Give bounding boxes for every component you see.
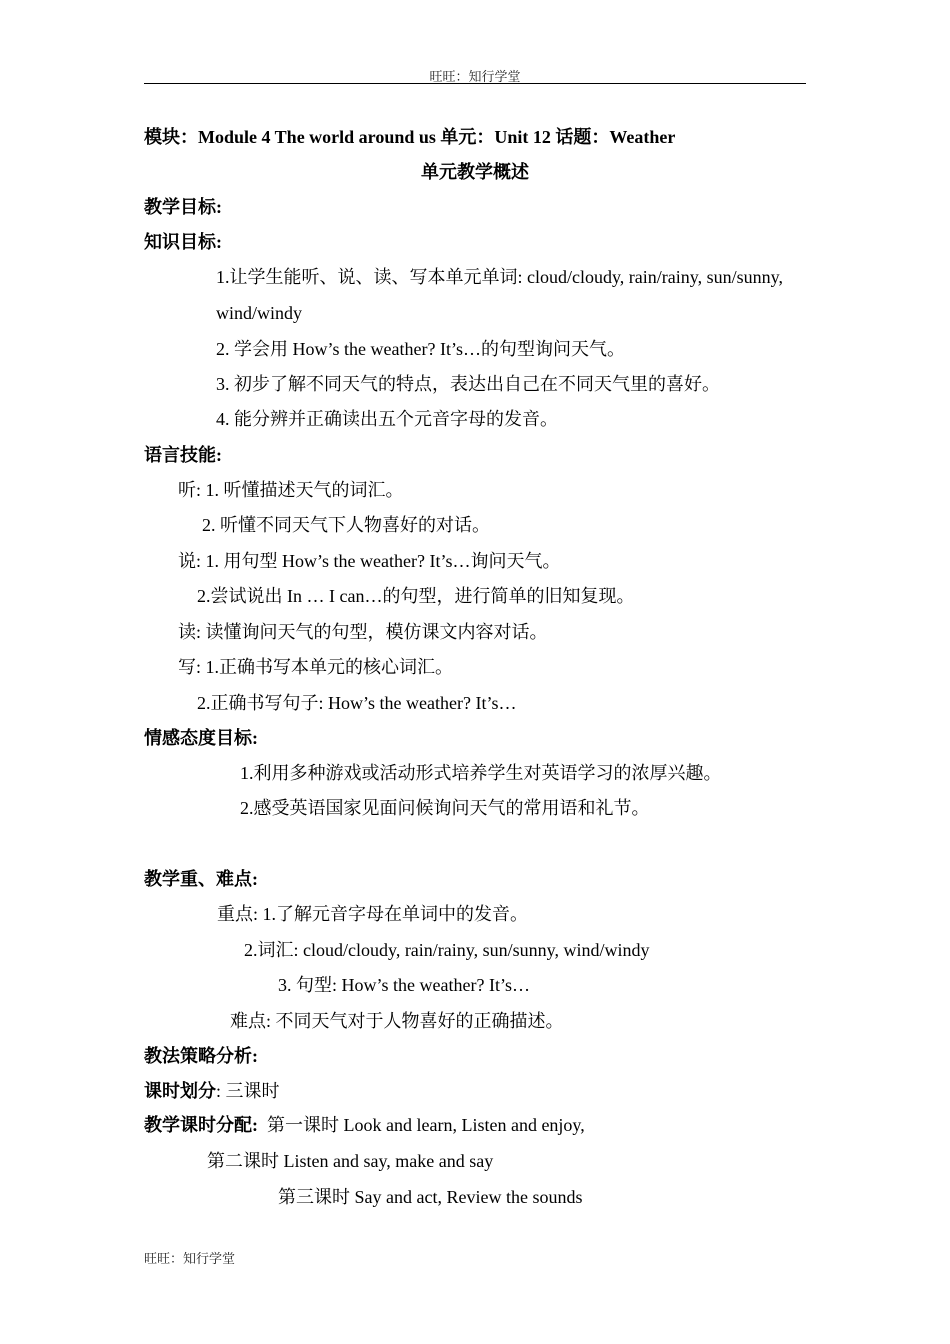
skills-listen-1: 听: 1. 听懂描述天气的词汇。 — [178, 480, 404, 500]
allocation-lesson-1: 第一课时 Look and learn, Listen and enjoy, — [258, 1115, 585, 1135]
skills-write-2: 2.正确书写句子: How’s the weather? It’s… — [197, 693, 517, 713]
key-point-3: 3. 句型: How’s the weather? It’s… — [278, 975, 530, 995]
periods-line — [144, 1080, 280, 1102]
skills-listen-2: 2. 听懂不同天气下人物喜好的对话。 — [202, 515, 490, 535]
allocation-lesson-2: 第二课时 Listen and say, make and say — [207, 1151, 494, 1171]
knowledge-item-4: 4. 能分辨并正确读出五个元音字母的发音。 — [216, 409, 558, 429]
knowledge-heading: 知识目标: — [144, 232, 222, 252]
knowledge-item-1: 1.让学生能听、说、读、写本单元单词: cloud/cloudy, rain/rainy, sun/sunny, — [216, 267, 783, 287]
skills-heading: 语言技能: — [144, 445, 222, 465]
difficulty-point: 难点: 不同天气对于人物喜好的正确描述。 — [230, 1011, 564, 1031]
page-footer: 旺旺：知行学堂 — [144, 1251, 236, 1266]
attitude-heading: 情感态度目标: — [144, 728, 258, 748]
key-points-heading: 教学重、难点: — [144, 869, 258, 889]
section-subtitle: 单元教学概述 — [421, 162, 529, 182]
periods-value: : 三课时 — [216, 1081, 280, 1101]
key-point-2: 2.词汇: cloud/cloudy, rain/rainy, sun/sunny, wind/windy — [244, 940, 650, 960]
objectives-heading: 教学目标: — [144, 197, 222, 217]
skills-write-1: 写: 1.正确书写本单元的核心词汇。 — [178, 657, 453, 677]
attitude-item-2: 2.感受英语国家见面问候询问天气的常用语和礼节。 — [240, 798, 650, 818]
allocation-lesson-3: 第三课时 Say and act, Review the sounds — [278, 1187, 583, 1207]
key-point-1: 重点: 1.了解元音字母在单词中的发音。 — [217, 904, 528, 924]
strategy-heading: 教法策略分析: — [144, 1046, 258, 1066]
module-title: 模块：Module 4 The world around us 单元：Unit 12 话题：Weather — [144, 127, 676, 147]
knowledge-item-1-cont: wind/windy — [216, 303, 303, 323]
attitude-item-1: 1.利用多种游戏或活动形式培养学生对英语学习的浓厚兴趣。 — [240, 763, 722, 783]
allocation-line — [144, 1114, 585, 1136]
knowledge-item-3: 3. 初步了解不同天气的特点，表达出自己在不同天气里的喜好。 — [216, 374, 720, 394]
header-divider — [144, 83, 806, 84]
skills-speak-2: 2.尝试说出 In … I can…的句型，进行简单的旧知复现。 — [197, 586, 635, 606]
skills-speak-1: 说: 1. 用句型 How’s the weather? It’s…询问天气。 — [178, 551, 561, 571]
allocation-label: 教学课时分配: — [144, 1115, 258, 1135]
skills-read: 读: 读懂询问天气的句型，模仿课文内容对话。 — [178, 622, 548, 642]
page-header: 旺旺：知行学堂 — [429, 69, 521, 84]
periods-label: 课时划分 — [144, 1081, 216, 1101]
knowledge-item-2: 2. 学会用 How’s the weather? It’s…的句型询问天气。 — [216, 339, 625, 359]
